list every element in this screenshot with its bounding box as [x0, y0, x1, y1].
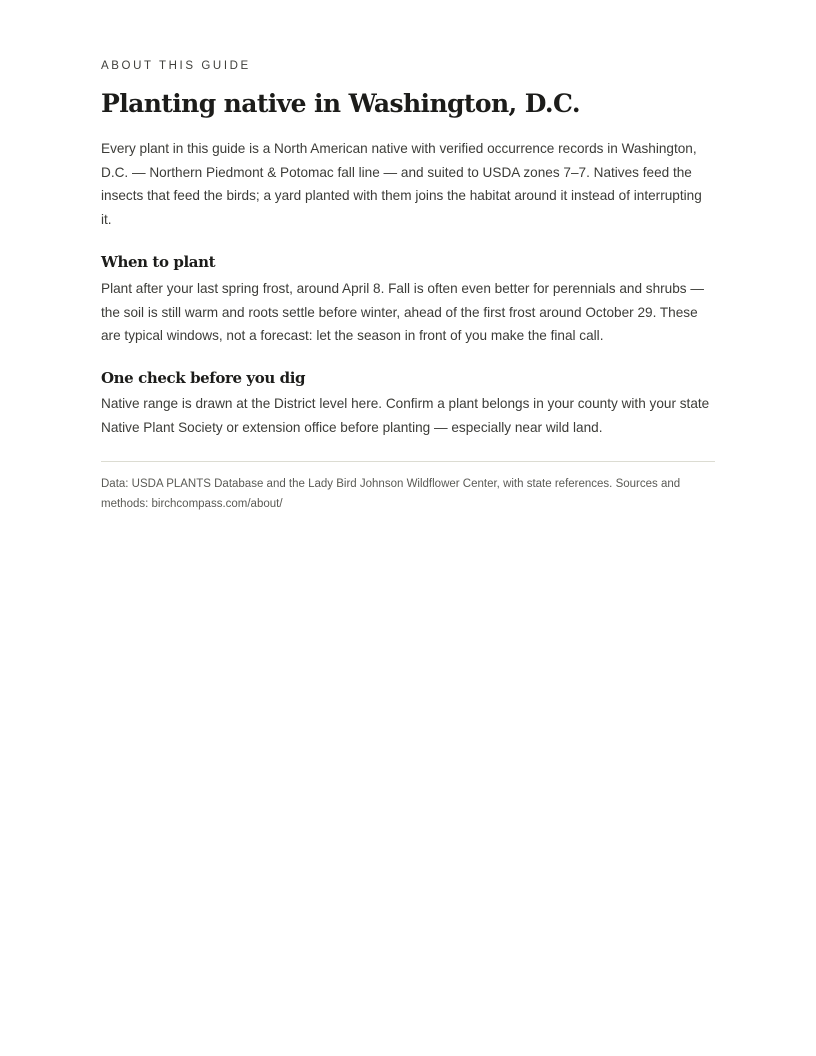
data-sources-note: Data: USDA PLANTS Database and the Lady Bird Johnson Wildflower Center, with state references. Sources and methods: birchcompass.com/about/ [101, 478, 681, 510]
check-before-dig-paragraph: Native range is drawn at the District level here. Confirm a plant belongs in your county with your state Native Plant Society or extension office before planting — especially near wild land. [101, 396, 710, 435]
page-title: Planting native in Washington, D.C. [101, 89, 580, 118]
section-eyebrow: ABOUT THIS GUIDE [101, 60, 251, 72]
footer-divider [101, 461, 715, 462]
when-to-plant-heading: When to plant [101, 253, 216, 271]
intro-paragraph: Every plant in this guide is a North American native with verified occurrence records in Washington, D.C. — Northern Piedmont & Potomac fall line — and suited to USDA zones 7–7. Natives feed the insects that feed the birds; a yard planted with them joins the habitat around it instead of interrupting it. [101, 141, 702, 227]
when-to-plant-paragraph: Plant after your last spring frost, around April 8. Fall is often even better for perennials and shrubs — the soil is still warm and roots settle before winter, ahead of the first frost around October 29. These are typical windows, not a forecast: let the season in front of you make the final call. [101, 281, 704, 343]
check-before-dig-heading: One check before you dig [101, 369, 306, 387]
